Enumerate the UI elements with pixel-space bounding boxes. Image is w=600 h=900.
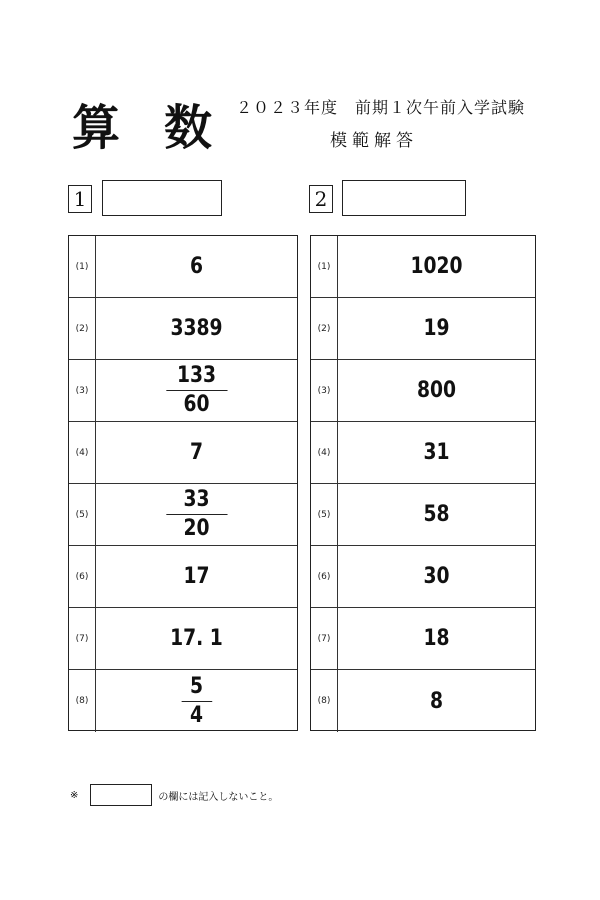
table-row [69, 670, 297, 732]
table-row [311, 422, 535, 484]
table-row [311, 546, 535, 608]
fraction-bar [166, 514, 227, 515]
fraction-bar [166, 390, 227, 391]
table-row [69, 546, 297, 608]
section-1-answer-table [68, 235, 298, 731]
section-1-score-box [102, 180, 222, 216]
answer-cell: 17 [183, 564, 210, 589]
question-number: (6) [69, 546, 96, 607]
table-row [311, 608, 535, 670]
question-number: (5) [69, 484, 96, 545]
reference-mark: ※ [70, 789, 79, 801]
question-number: (7) [69, 608, 96, 669]
answer-cell: 58 [423, 502, 450, 527]
answer-cell: 3389 [170, 316, 223, 341]
answer-cell: 800 [416, 378, 457, 403]
answer-cell [111, 670, 282, 732]
answer-cell: 31 [423, 440, 450, 465]
question-number: (3) [69, 360, 96, 421]
answer-cell: 17. 1 [170, 626, 223, 651]
answer-cell: 1020 [410, 254, 463, 279]
sample-blank-box [90, 784, 152, 806]
fraction [166, 363, 227, 418]
section-2-score-box [342, 180, 466, 216]
section-1-label: 1 [68, 185, 92, 213]
question-number: (6) [311, 546, 338, 607]
table-row [311, 484, 535, 546]
fraction [166, 487, 227, 542]
table-row [69, 484, 297, 546]
table-row [311, 236, 535, 298]
numerator: 5 [189, 673, 204, 699]
question-number: (2) [311, 298, 338, 359]
table-row [69, 608, 297, 670]
question-number: (8) [69, 670, 96, 732]
question-number: (2) [69, 298, 96, 359]
denominator: 4 [189, 702, 204, 728]
exam-title: ２０２３年度 前期１次午前入学試験 [236, 98, 526, 117]
question-number: (3) [311, 360, 338, 421]
question-number: (7) [311, 608, 338, 669]
table-row [69, 298, 297, 360]
table-row [69, 360, 297, 422]
question-number: (4) [69, 422, 96, 483]
question-number: (1) [69, 236, 96, 297]
section-2-answer-table [310, 235, 536, 731]
answer-cell: 7 [189, 440, 204, 465]
answer-cell [111, 360, 282, 421]
answer-cell: 8 [429, 688, 444, 714]
table-row [311, 298, 535, 360]
answer-cell: 19 [423, 316, 450, 341]
question-number: (4) [311, 422, 338, 483]
fraction [181, 674, 212, 729]
fraction-bar [181, 701, 212, 702]
section-2-label: 2 [309, 185, 333, 213]
answer-cell: 30 [423, 564, 450, 589]
subject-title: 算数 [72, 100, 257, 156]
document-type-title: 模範解答 [330, 131, 418, 151]
numerator: 133 [176, 363, 217, 388]
question-number: (8) [311, 670, 338, 732]
denominator: 20 [183, 516, 210, 541]
answer-cell: 6 [189, 254, 204, 279]
table-row [311, 670, 535, 732]
answer-cell [111, 484, 282, 545]
table-row [69, 236, 297, 298]
question-number: (5) [311, 484, 338, 545]
answer-cell: 18 [423, 626, 450, 651]
question-number: (1) [311, 236, 338, 297]
footer-note [70, 783, 370, 807]
footer-note-text: の欄には記入しないこと。 [158, 791, 279, 803]
denominator: 60 [183, 392, 210, 417]
table-row [69, 422, 297, 484]
table-row [311, 360, 535, 422]
numerator: 33 [183, 487, 210, 512]
